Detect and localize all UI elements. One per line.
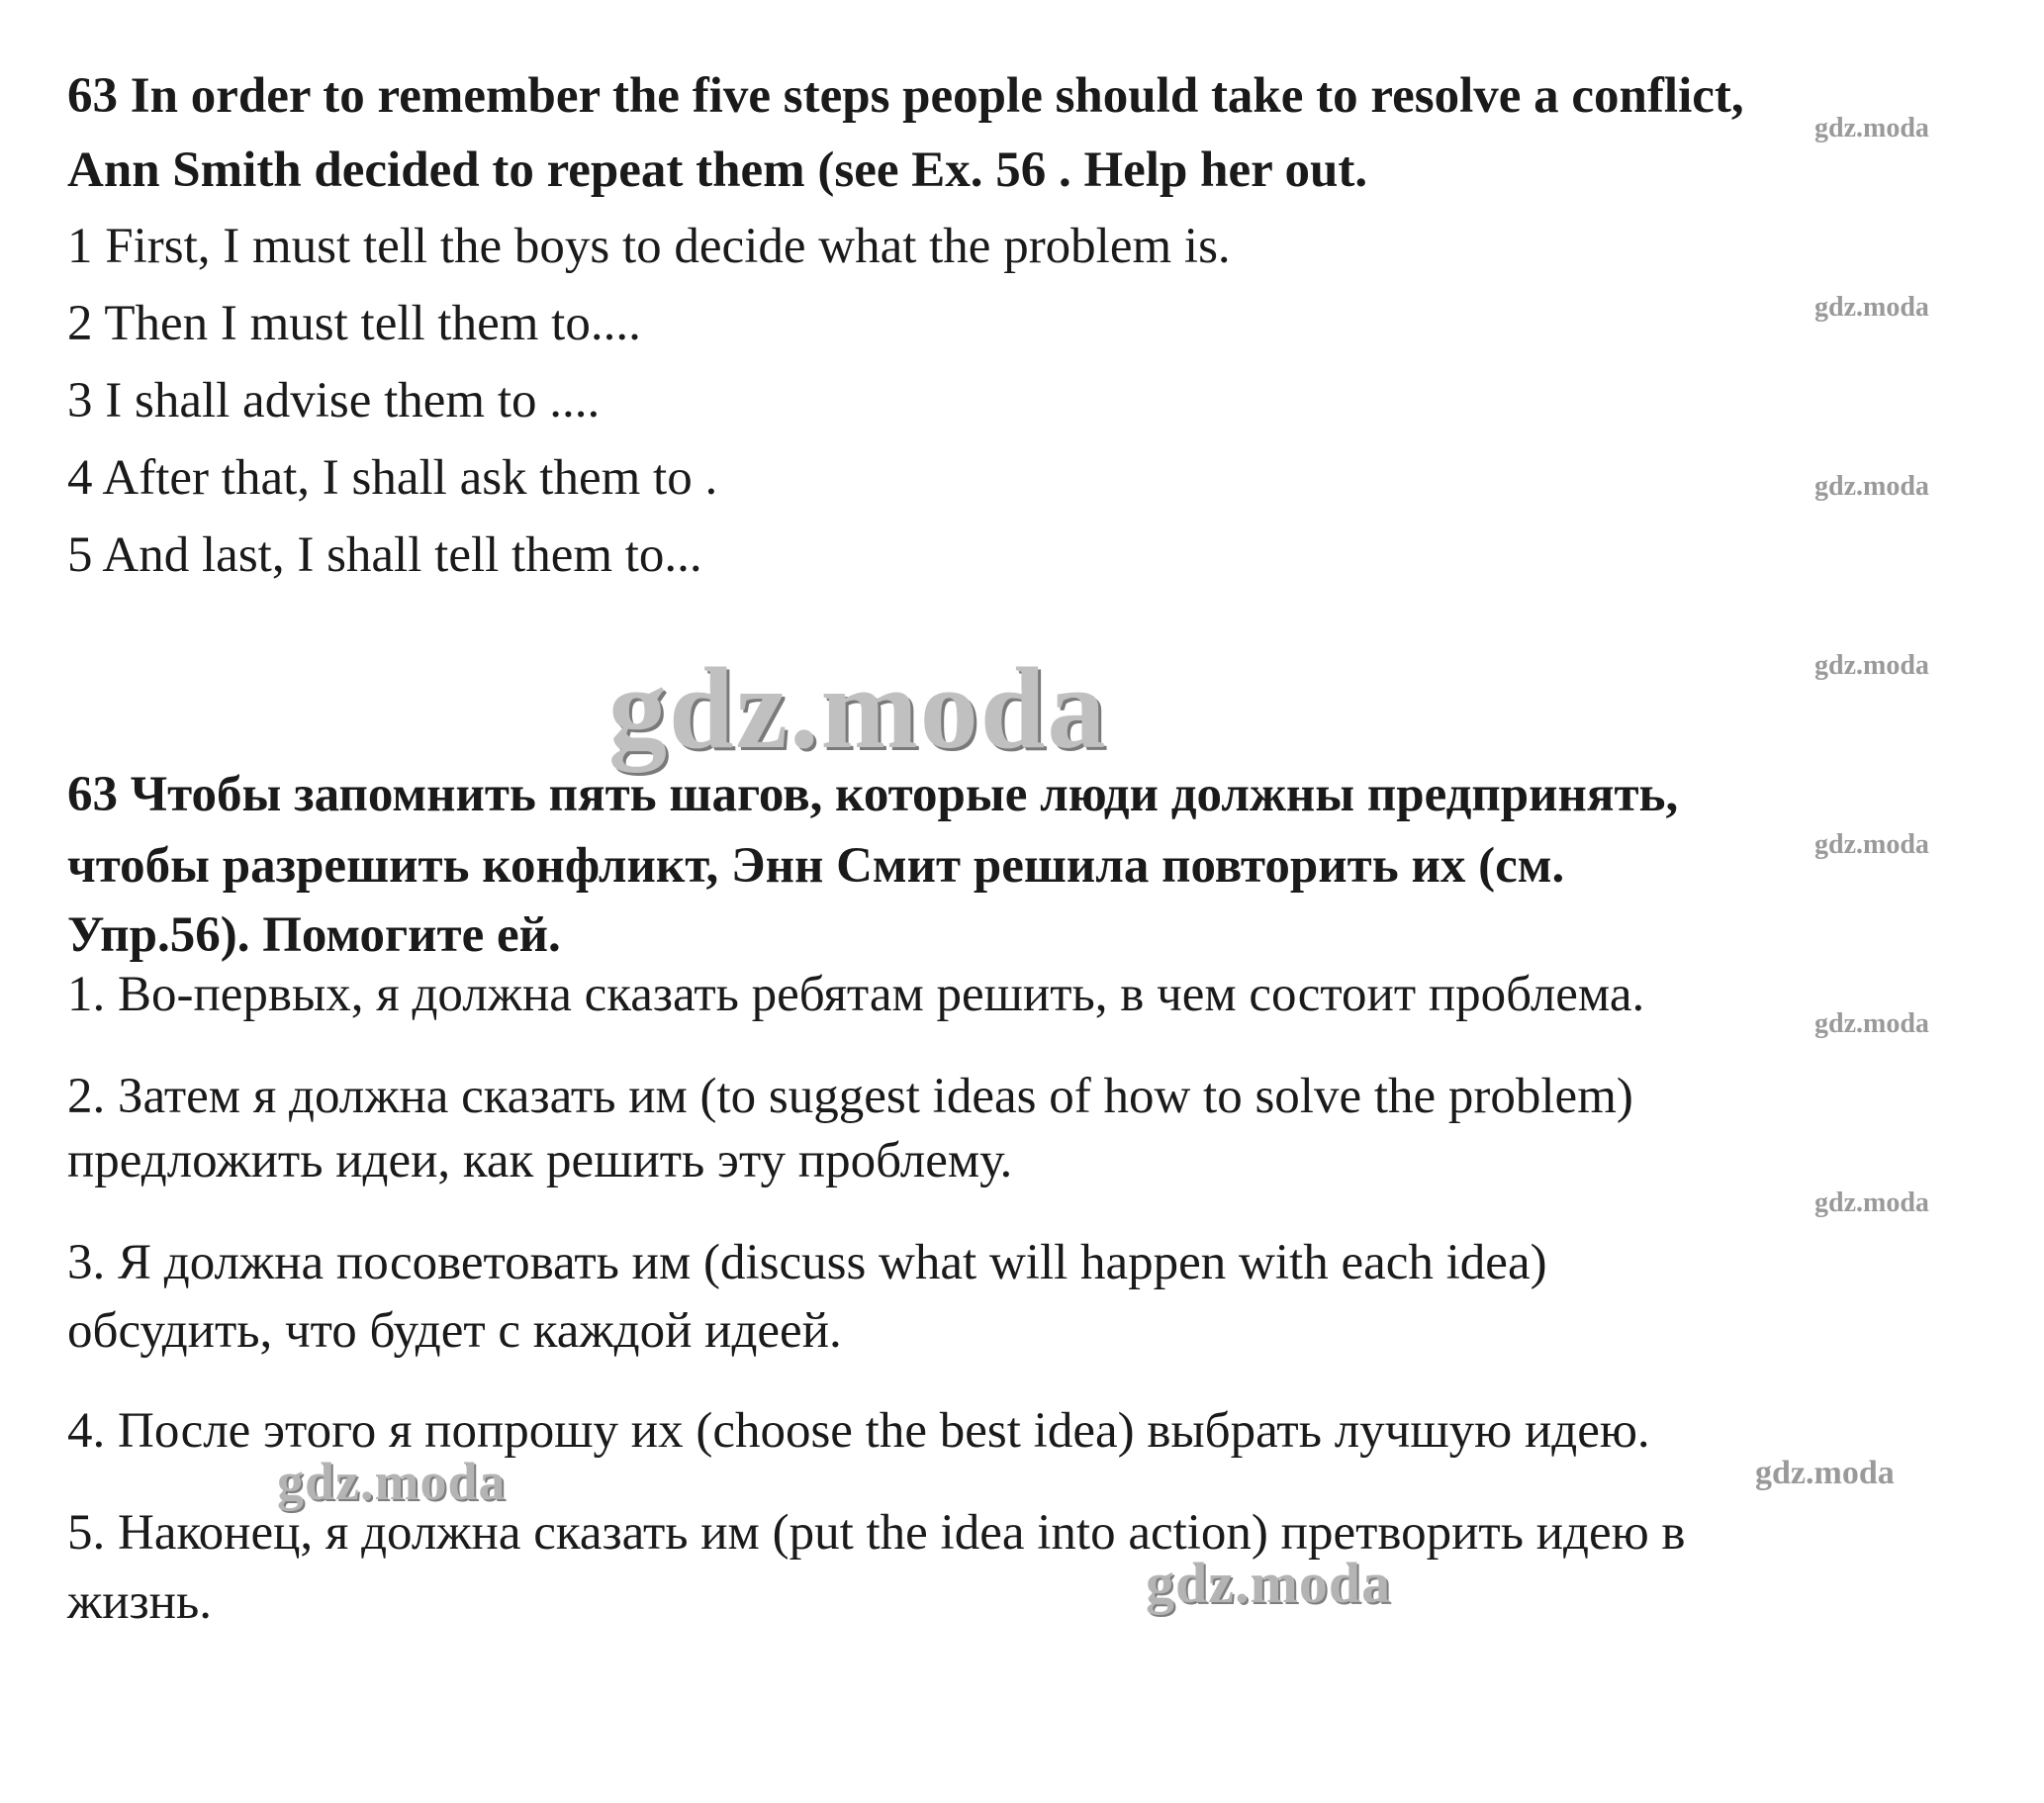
english-item-5: 5 And last, I shall tell them to...	[67, 527, 702, 583]
russian-item-3-line-1: 3. Я должна посоветовать им (discuss what will happen with each idea)	[67, 1235, 1547, 1290]
english-item-2: 2 Then I must tell them to....	[67, 296, 641, 351]
watermark-small-6: gdz.moda	[1814, 1008, 1929, 1039]
english-item-4: 4 After that, I shall ask them to .	[67, 450, 718, 506]
watermark-small-4: gdz.moda	[1814, 650, 1929, 681]
watermark-small-5: gdz.moda	[1814, 829, 1929, 860]
russian-heading-line-3: Упр.56). Помогите ей.	[67, 907, 561, 963]
russian-item-5-line-2: жизнь.	[67, 1574, 212, 1630]
russian-item-2-line-2: предложить идеи, как решить эту проблему.	[67, 1133, 1013, 1188]
watermark-medium-1: gdz.moda	[277, 1452, 507, 1511]
watermark-small-1: gdz.moda	[1814, 113, 1929, 143]
english-item-3: 3 I shall advise them to ....	[67, 373, 601, 428]
watermark-small-8: gdz.moda	[1755, 1455, 1895, 1491]
watermark-small-3: gdz.moda	[1814, 471, 1929, 502]
russian-item-5-line-1: 5. Наконец, я должна сказать им (put the idea into action) претворить идею в	[67, 1505, 1686, 1561]
english-heading-line-2: Ann Smith decided to repeat them (see Ex. 56 . Help her out.	[67, 142, 1368, 198]
english-heading-line-1: 63 In order to remember the five steps people should take to resolve a conflict,	[67, 68, 1744, 124]
watermark-medium-2: gdz.moda	[1146, 1551, 1392, 1615]
watermark-small-7: gdz.moda	[1814, 1187, 1929, 1218]
russian-item-4: 4. После этого я попрошу их (choose the best idea) выбрать лучшую идею.	[67, 1403, 1650, 1459]
watermark-small-2: gdz.moda	[1814, 292, 1929, 323]
russian-item-3-line-2: обсудить, что будет с каждой идеей.	[67, 1303, 842, 1359]
russian-heading-line-1: 63 Чтобы запомнить пять шагов, которые люди должны предпринять,	[67, 767, 1679, 822]
russian-heading-line-2: чтобы разрешить конфликт, Энн Смит решила повторить их (см.	[67, 838, 1565, 894]
english-item-1: 1 First, I must tell the boys to decide what the problem is.	[67, 219, 1231, 274]
watermark-large: gdz.moda	[608, 643, 1108, 773]
russian-item-1: 1. Во-первых, я должна сказать ребятам решить, в чем состоит проблема.	[67, 967, 1645, 1022]
russian-item-2-line-1: 2. Затем я должна сказать им (to suggest ideas of how to solve the problem)	[67, 1069, 1633, 1124]
